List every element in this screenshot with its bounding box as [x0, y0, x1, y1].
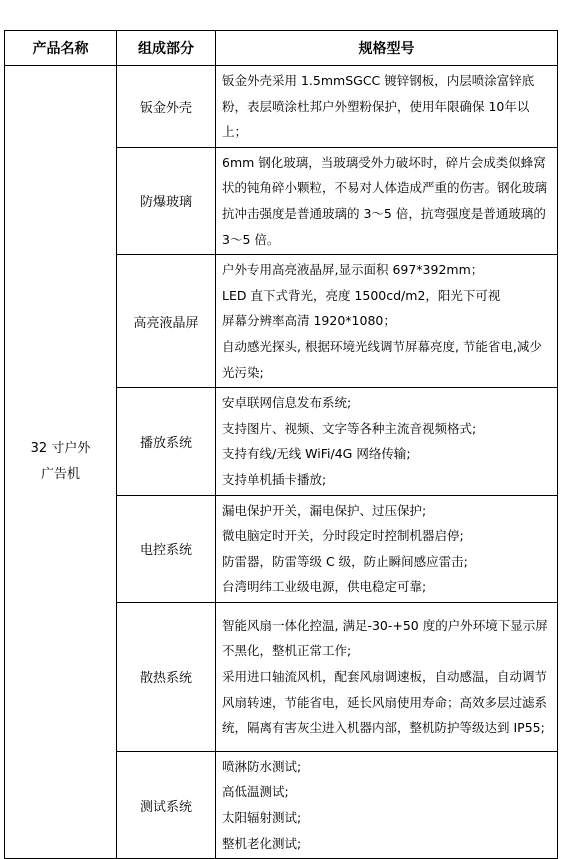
spec-line: 太阳辐射测试;: [222, 810, 302, 826]
spec-line: 6mm 钢化玻璃，当玻璃受外力破坏时，碎片会成类似蜂窝状的钝角碎小颗粒，不易对人体造成严重的伤害。钢化玻璃抗冲击强度是普通玻璃的 3～5 倍，抗弯强度是普通玻璃的 3～5 倍。: [222, 154, 548, 247]
header-spec: 规格型号: [216, 31, 558, 66]
product-name-line-2: 广告机: [40, 467, 80, 483]
product-name-cell: [5, 66, 117, 859]
product-name-line-1: 32 寸户外: [30, 441, 91, 457]
spec-cell: [216, 495, 558, 602]
header-product-name: 产品名称: [5, 31, 117, 66]
spec-line: 整机老化测试;: [222, 835, 302, 851]
spec-line: 钣金外壳采用 1.5mmSGCC 镀锌钢板，内层喷涂富锌底粉，表层喷涂杜邦户外塑粉保护，使用年限确保 10年以上；: [222, 73, 535, 140]
spec-line: 喷淋防水测试;: [222, 758, 302, 774]
component-cell: 电控系统: [117, 495, 216, 602]
spec-cell: [216, 388, 558, 495]
spec-line: 户外专用高亮液晶屏,显示面积 697*392mm；: [222, 262, 484, 278]
spec-line: 支持图片、视频、文字等各种主流音视频格式;: [222, 420, 477, 436]
spec-cell: [216, 602, 558, 751]
spec-line: 漏电保护开关，漏电保护、过压保护;: [222, 502, 427, 518]
spec-cell: [216, 751, 558, 858]
spec-line: 智能风扇一体化控温, 满足-30-+50 度的户外环境下显示屏不黑化，整机正常工作;: [222, 617, 548, 659]
component-cell: 防爆玻璃: [117, 147, 216, 254]
spec-line: 采用进口轴流风机，配套风扇调速板，自动感温，自动调节风扇转速，节能省电，延长风扇使用寿命；高效多层过滤系统，隔离有害灰尘进入机器内部，整机防护等级达到 IP55;: [222, 669, 548, 736]
table-row: [5, 66, 558, 148]
spec-line: 防雷器，防雷等级 C 级，防止瞬间感应雷击;: [222, 553, 468, 569]
spec-line: 屏幕分辨率高清 1920*1080；: [222, 313, 396, 329]
spec-line: 支持单机插卡播放;: [222, 471, 327, 487]
spec-cell: [216, 66, 558, 148]
component-cell: 钣金外壳: [117, 66, 216, 148]
component-cell: 散热系统: [117, 602, 216, 751]
spec-line: 支持有线/无线 WiFi/4G 网络传输;: [222, 446, 411, 462]
spec-line: 台湾明纬工业级电源，供电稳定可靠;: [222, 579, 427, 595]
component-cell: 高亮液晶屏: [117, 255, 216, 388]
spec-line: 高低温测试;: [222, 784, 289, 800]
component-cell: 测试系统: [117, 751, 216, 858]
spec-table: [4, 30, 558, 859]
spec-cell: [216, 147, 558, 254]
spec-line: 微电脑定时开关，分时段定时控制机器启停;: [222, 528, 464, 544]
spec-line: 自动感光探头, 根据环境光线调节屏幕亮度, 节能省电,减少光污染;: [222, 338, 542, 380]
spec-line: LED 直下式背光，亮度 1500cd/m2，阳光下可视: [222, 287, 501, 303]
spec-line: 安卓联网信息发布系统;: [222, 395, 352, 411]
component-cell: 播放系统: [117, 388, 216, 495]
spec-cell: [216, 255, 558, 388]
header-component: 组成部分: [117, 31, 216, 66]
header-row: [5, 31, 558, 66]
